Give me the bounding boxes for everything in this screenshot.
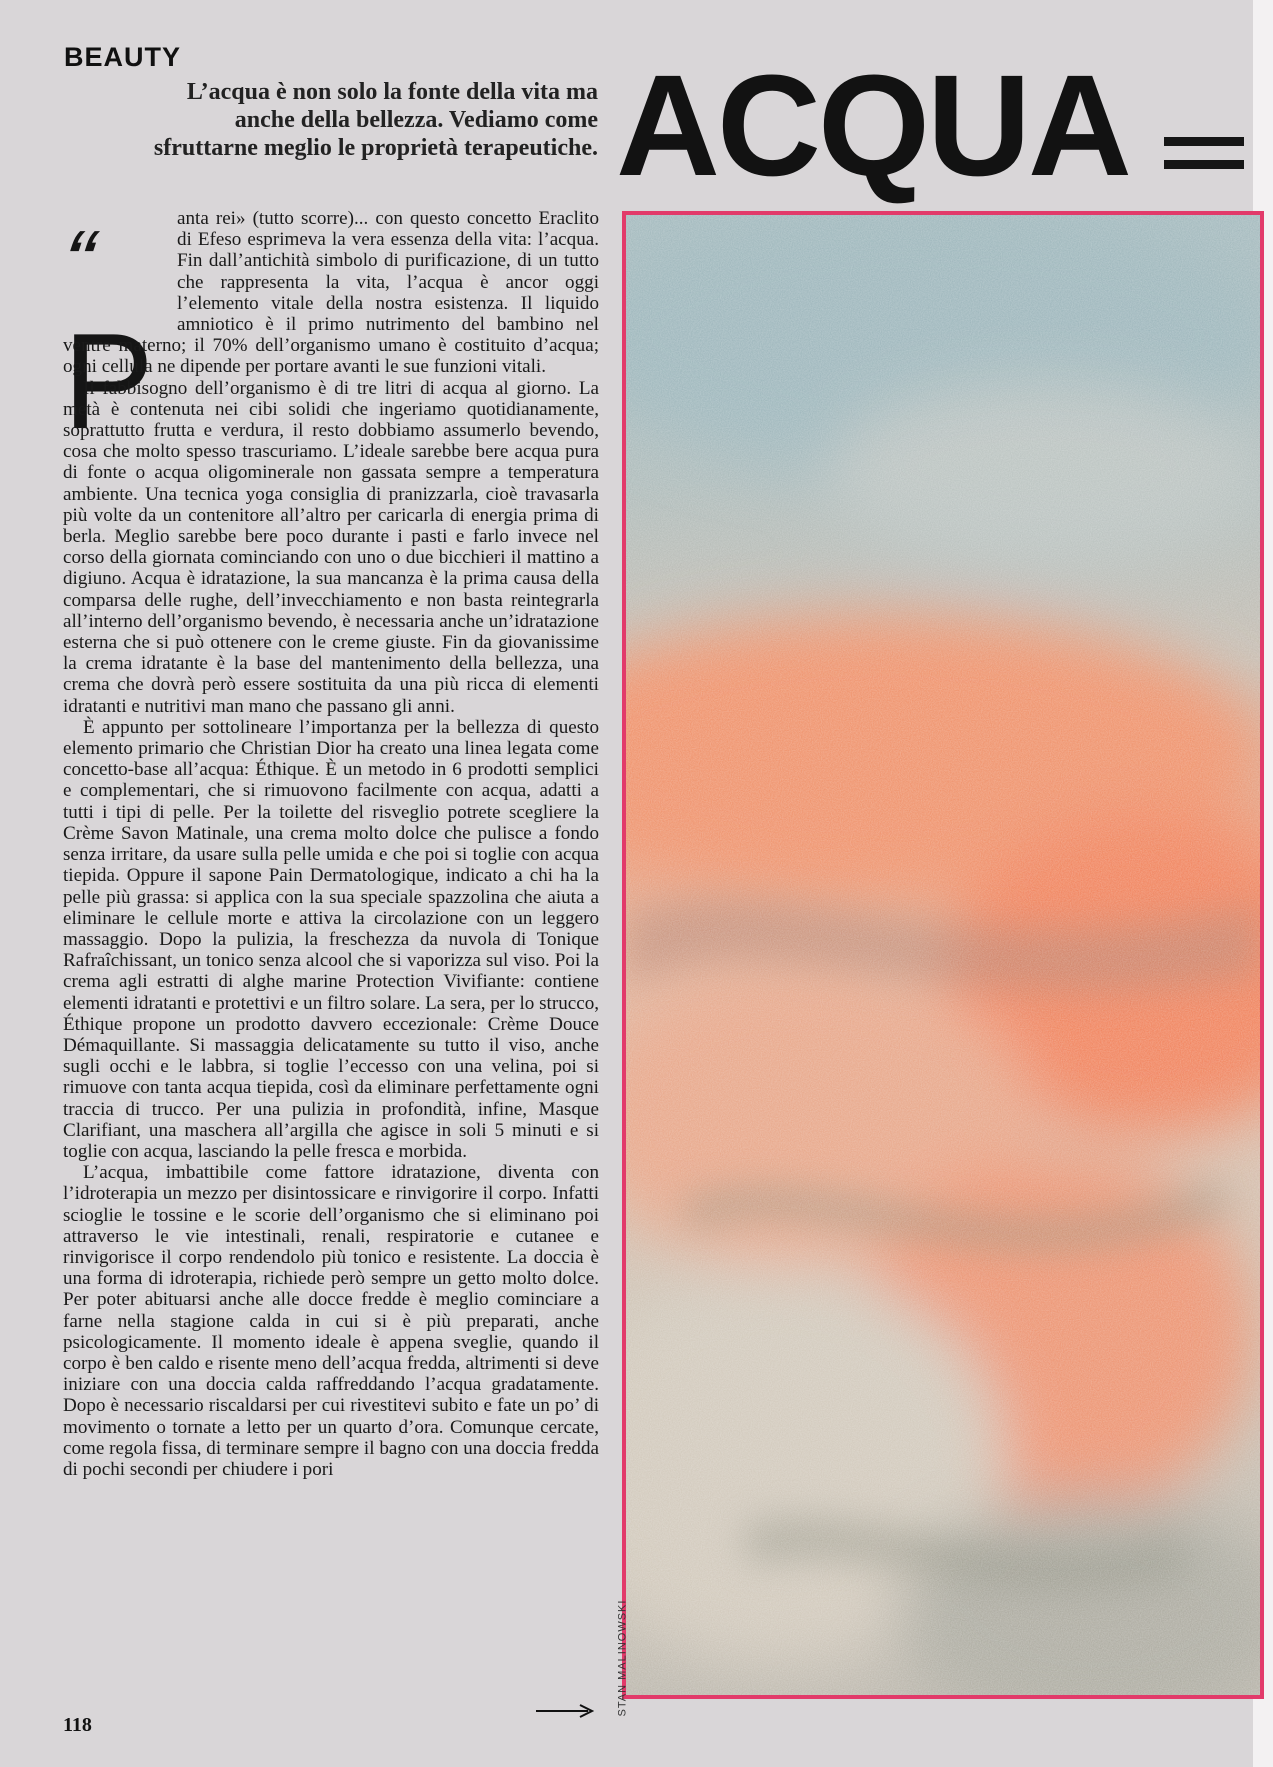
page-number: 118 [63, 1714, 92, 1736]
section-label: BEAUTY [64, 42, 182, 72]
photo-credit-text: STAN MALINOWSKI [616, 1599, 629, 1717]
water-skin-photo-graphic [626, 215, 1260, 1695]
feature-photo [622, 211, 1264, 1699]
equals-sign [1164, 137, 1244, 171]
article-body [46, 208, 600, 1480]
article-deck: L’acqua è non solo la fonte della vita ma anche della bellezza. Vediamo come sfruttarne meglio le proprietà terapeutiche. [153, 79, 598, 161]
photo-credit [594, 1599, 629, 1717]
continue-arrow-icon [536, 1704, 594, 1718]
article-paragraph: anta rei» (tutto scorre)... con questo concetto Eraclito di Efeso esprimeva la vera essenza della vita: l’acqua. Fin dall’antichità simbolo di purificazione, di un tutto che rappresenta la vita, l’acqua è ancor oggi l’elemento vitale della nostra esistenza. Il liquido amniotico è il primo nutrimento del bambino nel ventre materno; il 70% dell’organismo umano è costituito d’acqua; ogni cellula ne dipende per portare avanti le sue funzioni vitali. [63, 208, 599, 378]
article-paragraph: Il fabbisogno dell’organismo è di tre litri di acqua al giorno. La metà è contenuta nei cibi solidi che ingeriamo quotidianamente, soprattutto frutta e verdura, il resto dobbiamo assumerlo bevendo, cosa che molto spesso trascuriamo. L’ideale sarebbe bere acqua pura di fonte o acqua oligominerale non gassata sempre a temperatura ambiente. Una tecnica yoga consiglia di pranizzarla, cioè travasarla più volte da un contenitore all’altro per caricarla di energia prima di berla. Meglio sarebbe bere poco durante i pasti e farlo invece nel corso della giornata cominciando con uno o due bicchieri il mattino a digiuno. Acqua è idratazione, la sua mancanza è la prima causa della comparsa delle rughe, dell’invecchiamento e non basta reintegrarla all’interno dell’organismo bevendo, è necessaria anche un’idratazione esterna che si può ottenere con le creme giuste. Fin da giovanissime la crema idratante è la base del mantenimento della bellezza, una crema che dovrà però essere sostituita da una più ricca di elementi idratanti e nutritivi man mano che passano gli anni. [63, 377, 599, 717]
article-paragraph: È appunto per sottolineare l’importanza per la bellezza di questo elemento primario che Christian Dior ha creato una linea legata come concetto-base all’acqua: Éthique. È un metodo in 6 prodotti semplici e complementari, che si rimuovono facilmente con acqua, adatti a tutti i tipi di pelle. Per la toilette del risveglio potrete scegliere la Crème Savon Matinale, una crema molto dolce che pulisce a fondo senza irritare, da usare sulla pelle umida e che poi si toglie con acqua tiepida. Oppure il sapone Pain Dermatologique, indicato a chi ha la pelle più grassa: si applica con la sua speciale spazzolina che aiuta a eliminare le cellule morte e attiva la circolazione con un leggero massaggio. Dopo la pulizia, la freschezza da nuvola di Tonique Rafraîchissant, un tonico senza alcool che si vaporizza sul viso. Poi la crema agli estratti di alghe marine Protection Vivifiante: contiene elementi idratanti e protettivi e un filtro solare. La sera, per lo strucco, Éthique propone un prodotto davvero eccezionale: Crème Douce Démaquillante. Si massaggia delicatamente su tutto il viso, anche sugli occhi e le labbra, si toglie l’eccesso con una velina, poi si rimuove con tanta acqua tiepida, così da eliminare perfettamente ogni traccia di trucco. Per una pulizia in profondità, infine, Masque Clarifiant, una maschera all’argilla che agisce in soli 5 minuti e si toglie con acqua, lasciando la pelle fresca e morbida. [63, 716, 600, 1162]
headline: ACQUA [616, 45, 1129, 206]
drop-cap [46, 204, 171, 457]
drop-cap-quote: “ [46, 213, 110, 313]
drop-cap-letter: P [63, 305, 154, 457]
article-paragraph: L’acqua, imbattibile come fattore idratazione, diventa con l’idroterapia un mezzo per disintossicare e rinvigorire il corpo. Infatti scioglie le tossine e le scorie dell’organismo che si eliminano poi attraverso le vie intestinali, renali, respiratorie e cutanee e rinvigorisce il corpo rendendolo più tonico e resistente. La doccia è una forma di idroterapia, richiede però sempre un getto molto dolce. Per poter abituarsi anche alle docce fredde è meglio cominciare a farne nella stagione calda in cui si è più preparati, anche psicologicamente. Il momento ideale è appena sveglie, quando il corpo è ben caldo e risente meno dell’acqua fredda, altrimenti si deve iniziare con una doccia calda raffreddando l’acqua gradatamente. Dopo è necessario riscaldarsi per cui rivestitevi subito e fate un po’ di movimento o tornate a letto per un quarto d’ora. Comunque cercate, come regola fissa, di terminare sempre il bagno con una doccia fredda di pochi secondi per chiudere i pori [63, 1162, 599, 1480]
